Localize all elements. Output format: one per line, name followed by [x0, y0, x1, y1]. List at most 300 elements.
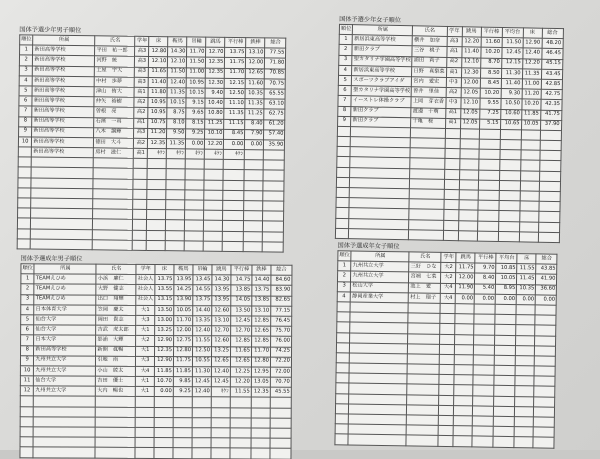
score-cell: ｷｹﾝ — [148, 149, 167, 159]
empty-cell — [516, 305, 535, 315]
empty-cell — [494, 416, 515, 427]
score-cell: 11.00 — [187, 67, 206, 77]
grade-cell: 高1 — [134, 148, 148, 158]
rank-cell: 3 — [21, 294, 34, 304]
score-cell: 46.45 — [541, 49, 562, 60]
score-cell: 11.65 — [230, 346, 251, 356]
empty-cell — [34, 417, 96, 428]
score-cell: 12.85 — [252, 336, 271, 346]
score-cell: 13.75 — [252, 285, 271, 295]
empty-cell — [31, 167, 93, 178]
empty-cell — [444, 159, 459, 169]
score-cell: 11.85 — [154, 366, 173, 376]
score-cell: 14.05 — [231, 295, 252, 305]
empty-cell — [18, 198, 32, 208]
empty-cell — [31, 218, 93, 229]
empty-cell — [474, 304, 495, 315]
score-cell: 11.65 — [149, 67, 168, 77]
empty-cell — [493, 426, 514, 437]
score-cell: 12.50 — [192, 346, 211, 356]
empty-cell — [409, 209, 443, 220]
score-cell: 11.60 — [481, 37, 502, 48]
empty-cell — [186, 159, 205, 169]
empty-cell — [166, 220, 185, 230]
rank-cell: 5 — [338, 75, 352, 85]
club-cell: 松山大学 — [351, 282, 409, 293]
score-cell: 11.15 — [224, 119, 245, 129]
empty-cell — [535, 346, 556, 357]
empty-row — [20, 447, 291, 459]
athlete-name-cell: 石濱 一真 — [94, 117, 134, 128]
empty-cell — [535, 325, 556, 336]
empty-cell — [336, 177, 350, 187]
score-cell: 12.35 — [206, 68, 225, 78]
score-cell: 9.40 — [205, 88, 224, 98]
athlete-name-cell: 徳田 大斗 — [94, 138, 134, 149]
empty-cell — [473, 416, 494, 427]
score-cell: 77.15 — [271, 306, 292, 316]
empty-cell — [455, 344, 474, 354]
empty-cell — [244, 190, 263, 200]
score-cell: 11.55 — [230, 387, 251, 397]
rank-cell: 1 — [338, 261, 352, 271]
score-cell: ｷｹﾝ — [224, 149, 245, 159]
rank-cell: 1 — [339, 35, 353, 45]
grade-cell: 大1 — [136, 326, 155, 336]
empty-cell — [478, 180, 499, 191]
empty-cell — [515, 406, 534, 416]
grade-cell: 社会人 — [136, 285, 155, 295]
score-cell: 12.60 — [212, 306, 231, 316]
empty-cell — [406, 425, 438, 436]
athlete-name-cell: 平田 祐一郎 — [95, 46, 135, 57]
empty-cell — [539, 150, 560, 161]
empty-cell — [270, 408, 291, 418]
empty-cell — [539, 181, 560, 192]
score-cell: 37.90 — [540, 120, 561, 131]
empty-cell — [270, 448, 291, 458]
empty-cell — [407, 384, 439, 395]
empty-cell — [94, 158, 134, 169]
column-header: 学年 — [136, 264, 155, 274]
empty-cell — [410, 138, 444, 149]
empty-cell — [494, 365, 515, 376]
empty-cell — [440, 334, 455, 344]
score-cell: 35.90 — [264, 140, 285, 150]
score-cell: 11.75 — [225, 58, 246, 68]
empty-cell — [95, 448, 135, 458]
empty-cell — [348, 434, 406, 445]
club-cell: 九州共立大学 — [351, 271, 409, 282]
score-cell: 41.75 — [540, 110, 561, 121]
rank-cell: 9 — [19, 127, 33, 137]
score-cell: 11.70 — [187, 47, 206, 57]
empty-cell — [185, 200, 204, 210]
score-cell: 8.40 — [245, 119, 264, 129]
empty-cell — [533, 437, 554, 448]
empty-cell — [244, 231, 263, 241]
score-cell: 13.10 — [212, 316, 231, 326]
score-cell: 8.95 — [496, 284, 517, 295]
athlete-name-cell: 大野 健志 — [96, 285, 136, 295]
athlete-name-cell: 出口 翔輝 — [96, 295, 136, 305]
empty-cell — [93, 199, 133, 210]
empty-cell — [173, 407, 192, 417]
empty-cell — [410, 158, 444, 169]
score-cell: 12.40 — [192, 387, 211, 397]
score-cell: 12.70 — [231, 326, 252, 336]
score-cell: 12.00 — [461, 78, 480, 89]
grade-cell: 大2 — [441, 273, 456, 283]
results-table — [17, 34, 287, 252]
column-header: 鞍馬 — [174, 265, 193, 275]
score-cell: 13.05 — [251, 377, 270, 387]
empty-cell — [454, 385, 473, 395]
athlete-name-cell: 渡邉 十萌 — [411, 107, 445, 118]
empty-cell — [31, 208, 93, 219]
empty-cell — [519, 221, 538, 232]
score-cell: 11.80 — [148, 87, 167, 97]
score-cell: 10.55 — [192, 356, 211, 366]
empty-cell — [519, 232, 538, 243]
score-cell: 10.20 — [480, 47, 501, 58]
rank-cell — [18, 147, 32, 157]
empty-cell — [270, 398, 291, 408]
empty-cell — [337, 126, 351, 136]
score-cell: 11.70 — [174, 316, 193, 326]
empty-cell — [498, 231, 519, 242]
empty-cell — [93, 240, 133, 251]
empty-cell — [263, 191, 284, 201]
score-cell: 8.45 — [224, 129, 245, 139]
score-cell: 11.35 — [245, 99, 264, 109]
grade-cell: 大1 — [136, 346, 155, 356]
empty-cell — [499, 170, 520, 181]
rank-cell: 12 — [20, 386, 33, 396]
score-cell: 12.00 — [456, 273, 475, 283]
score-cell: 14.30 — [168, 47, 187, 57]
score-cell: 42.75 — [541, 89, 562, 100]
empty-cell — [460, 139, 479, 150]
empty-cell — [147, 199, 166, 209]
grade-cell: 高2 — [446, 88, 461, 98]
score-cell: 9.30 — [501, 89, 522, 100]
empty-cell — [439, 375, 454, 385]
empty-cell — [154, 448, 173, 458]
empty-cell — [445, 138, 460, 148]
empty-cell — [133, 199, 147, 209]
grade-cell: 社会人 — [136, 295, 155, 305]
column-header: 床 — [517, 254, 536, 264]
club-cell: 新居浜東高等学校 — [352, 35, 412, 46]
empty-cell — [498, 211, 519, 222]
empty-cell — [439, 395, 454, 405]
empty-cell — [20, 447, 33, 457]
score-cell: 10.65 — [500, 119, 521, 130]
score-cell: 10.35 — [517, 284, 536, 294]
rank-cell: 4 — [337, 292, 351, 302]
empty-cell — [337, 322, 351, 332]
empty-row — [335, 434, 555, 448]
score-cell: 12.20 — [230, 377, 251, 387]
score-cell: 72.00 — [270, 367, 291, 377]
score-cell: 70.85 — [265, 68, 286, 78]
empty-cell — [454, 395, 473, 405]
empty-cell — [335, 414, 349, 424]
empty-cell — [166, 169, 185, 179]
score-cell: 13.75 — [193, 295, 212, 305]
empty-cell — [185, 190, 204, 200]
score-cell: 83.90 — [271, 285, 292, 295]
empty-cell — [443, 220, 458, 230]
empty-cell — [33, 427, 95, 438]
score-cell: 11.70 — [225, 68, 246, 78]
athlete-name-cell: 村上 瑠子 — [409, 293, 441, 304]
empty-cell — [516, 335, 535, 345]
score-cell: 13.90 — [174, 295, 193, 305]
club-cell: 聖カタリナ学園高等学校 — [352, 55, 412, 66]
empty-cell — [539, 171, 560, 182]
empty-cell — [515, 386, 534, 396]
empty-cell — [263, 242, 284, 252]
score-cell: 12.45 — [501, 48, 522, 59]
empty-cell — [18, 177, 32, 187]
empty-cell — [445, 128, 460, 138]
empty-cell — [336, 363, 350, 373]
score-cell: 9.25 — [173, 387, 192, 397]
rank-cell: 8 — [338, 106, 352, 116]
empty-cell — [244, 221, 263, 231]
empty-cell — [166, 210, 185, 220]
score-cell: 12.40 — [168, 77, 187, 87]
empty-cell — [520, 191, 539, 202]
empty-cell — [244, 211, 263, 221]
grade-cell: 大4 — [441, 283, 456, 293]
empty-cell — [538, 201, 559, 212]
empty-cell — [185, 230, 204, 240]
empty-cell — [93, 168, 133, 179]
score-cell: 43.45 — [541, 69, 562, 80]
empty-cell — [407, 405, 439, 416]
score-cell: 42.35 — [540, 100, 561, 111]
column-header: 跳馬 — [212, 265, 231, 275]
athlete-name-cell: 宮端 七菜 — [409, 272, 441, 283]
empty-cell — [498, 221, 519, 232]
score-cell: 11.20 — [148, 128, 167, 138]
empty-cell — [474, 334, 495, 345]
score-cell: 11.60 — [246, 78, 265, 88]
club-cell: 九州共立大学 — [34, 366, 96, 377]
empty-cell — [534, 376, 555, 387]
empty-cell — [473, 375, 494, 386]
score-cell: 70.70 — [270, 377, 291, 387]
empty-cell — [263, 201, 284, 211]
empty-cell — [438, 436, 453, 446]
athlete-name-cell: 吉武 虎太郎 — [96, 325, 136, 335]
score-cell: 13.25 — [155, 326, 174, 336]
column-header: 順位 — [339, 24, 353, 34]
empty-cell — [147, 189, 166, 199]
score-cell: 12.30 — [206, 78, 225, 88]
score-cell: 36.60 — [536, 284, 557, 295]
score-cell: 0.00 — [154, 387, 173, 397]
empty-cell — [337, 136, 351, 146]
empty-cell — [133, 179, 147, 189]
score-cell: 11.30 — [192, 367, 211, 377]
empty-cell — [31, 239, 93, 250]
empty-cell — [185, 220, 204, 230]
empty-cell — [204, 241, 223, 251]
empty-cell — [495, 314, 516, 325]
rank-cell: 9 — [338, 116, 352, 126]
empty-cell — [337, 167, 351, 177]
empty-cell — [349, 228, 409, 239]
empty-cell — [499, 160, 520, 171]
empty-cell — [454, 365, 473, 375]
empty-cell — [539, 161, 560, 172]
empty-cell — [440, 303, 455, 313]
empty-cell — [498, 201, 519, 212]
empty-cell — [515, 376, 534, 386]
empty-cell — [133, 240, 147, 250]
empty-cell — [18, 188, 32, 198]
athlete-name-cell: 岡田 貴志 — [96, 315, 136, 325]
score-cell: 11.90 — [456, 283, 475, 293]
club-cell: 新田高等学校 — [32, 96, 94, 107]
empty-cell — [520, 181, 539, 192]
score-cell: 75.70 — [271, 326, 292, 336]
empty-cell — [440, 324, 455, 334]
empty-cell — [535, 305, 556, 316]
grade-cell: 高1 — [446, 67, 461, 77]
empty-cell — [264, 160, 285, 170]
score-cell: 57.40 — [264, 130, 285, 140]
empty-cell — [148, 159, 167, 169]
athlete-name-cell: 津山 侑大 — [94, 87, 134, 98]
grade-cell: 大1 — [136, 387, 155, 397]
empty-cell — [478, 190, 499, 201]
empty-cell — [336, 187, 350, 197]
athlete-name-cell: 浦田 莉子 — [412, 56, 446, 67]
score-cell: 11.40 — [461, 47, 480, 58]
score-cell: 45.15 — [541, 59, 562, 70]
grade-cell: 大1 — [136, 305, 155, 315]
score-cell: 12.95 — [251, 367, 270, 377]
empty-cell — [147, 210, 166, 220]
score-cell: 12.10 — [460, 98, 479, 109]
column-header: 所属 — [351, 251, 409, 262]
score-cell: 11.10 — [224, 99, 245, 109]
empty-cell — [154, 407, 173, 417]
empty-cell — [336, 342, 350, 352]
empty-cell — [204, 231, 223, 241]
empty-cell — [538, 212, 559, 223]
grade-cell: 高3 — [134, 128, 148, 138]
score-cell: 10.10 — [205, 129, 224, 139]
empty-cell — [133, 189, 147, 199]
empty-cell — [474, 345, 495, 356]
column-header: 平行棒 — [475, 253, 496, 264]
score-cell: 8.70 — [480, 58, 501, 69]
grade-cell: 大1 — [136, 376, 155, 386]
rank-cell: 3 — [339, 55, 353, 65]
score-cell: 12.75 — [174, 336, 193, 346]
empty-cell — [18, 157, 32, 167]
empty-cell — [263, 180, 284, 190]
empty-cell — [521, 130, 540, 141]
score-cell: 10.85 — [496, 263, 517, 274]
empty-cell — [479, 129, 500, 140]
empty-cell — [473, 406, 494, 417]
rank-cell: 6 — [19, 96, 33, 106]
empty-cell — [459, 190, 478, 201]
empty-cell — [473, 385, 494, 396]
empty-cell — [192, 407, 211, 417]
column-header: 吊輪 — [193, 265, 212, 275]
empty-cell — [230, 408, 251, 418]
score-cell: 13.75 — [155, 275, 174, 285]
score-cell: 10.20 — [521, 99, 540, 110]
empty-cell — [136, 417, 155, 427]
score-cell: 77.55 — [265, 48, 286, 58]
athlete-name-cell: 笠岡 慶太 — [96, 305, 136, 315]
score-cell: 10.50 — [500, 99, 521, 110]
club-cell: 新田高等学校 — [32, 127, 94, 138]
score-cell: 12.40 — [522, 48, 541, 59]
score-cell: 14.40 — [252, 275, 271, 285]
empty-cell — [95, 437, 135, 447]
score-cell: 12.65 — [211, 356, 230, 366]
score-cell: 11.85 — [521, 109, 540, 120]
score-cell: 11.50 — [187, 57, 206, 67]
empty-cell — [251, 408, 270, 418]
column-header: 平行棒 — [231, 265, 252, 275]
empty-cell — [459, 180, 478, 191]
score-cell: 12.90 — [523, 38, 542, 49]
column-header: 床 — [155, 264, 174, 274]
empty-cell — [495, 345, 516, 356]
score-cell: 12.80 — [251, 357, 270, 367]
club-cell: スポーツクラブアイダ — [352, 76, 412, 87]
score-cell: 12.20 — [205, 139, 224, 149]
empty-cell — [133, 209, 147, 219]
club-cell: 新居浜東高等学校 — [352, 65, 412, 76]
score-cell: 14.30 — [212, 275, 231, 285]
empty-cell — [336, 383, 350, 393]
empty-cell — [34, 406, 96, 417]
column-header: 学年 — [135, 36, 149, 46]
athlete-name-cell: 大内 暢也 — [96, 386, 136, 396]
empty-cell — [93, 178, 133, 189]
score-cell: 9.65 — [186, 108, 205, 118]
empty-cell — [93, 189, 133, 200]
sheet-adult-women — [334, 242, 558, 448]
athlete-name-cell: 十亀 桜 — [411, 117, 445, 128]
grade-cell: 大2 — [441, 263, 456, 273]
table-title: 国体予選少年男子順位 — [19, 26, 82, 35]
empty-cell — [133, 220, 147, 230]
empty-cell — [478, 160, 499, 171]
empty-cell — [223, 211, 244, 221]
empty-cell — [453, 436, 472, 446]
empty-cell — [539, 191, 560, 202]
score-cell: 12.40 — [193, 326, 212, 336]
rank-cell: 8 — [19, 116, 33, 126]
score-cell: 11.25 — [245, 109, 264, 119]
empty-cell — [499, 150, 520, 161]
empty-cell — [407, 395, 439, 406]
score-cell: 10.20 — [480, 88, 501, 99]
